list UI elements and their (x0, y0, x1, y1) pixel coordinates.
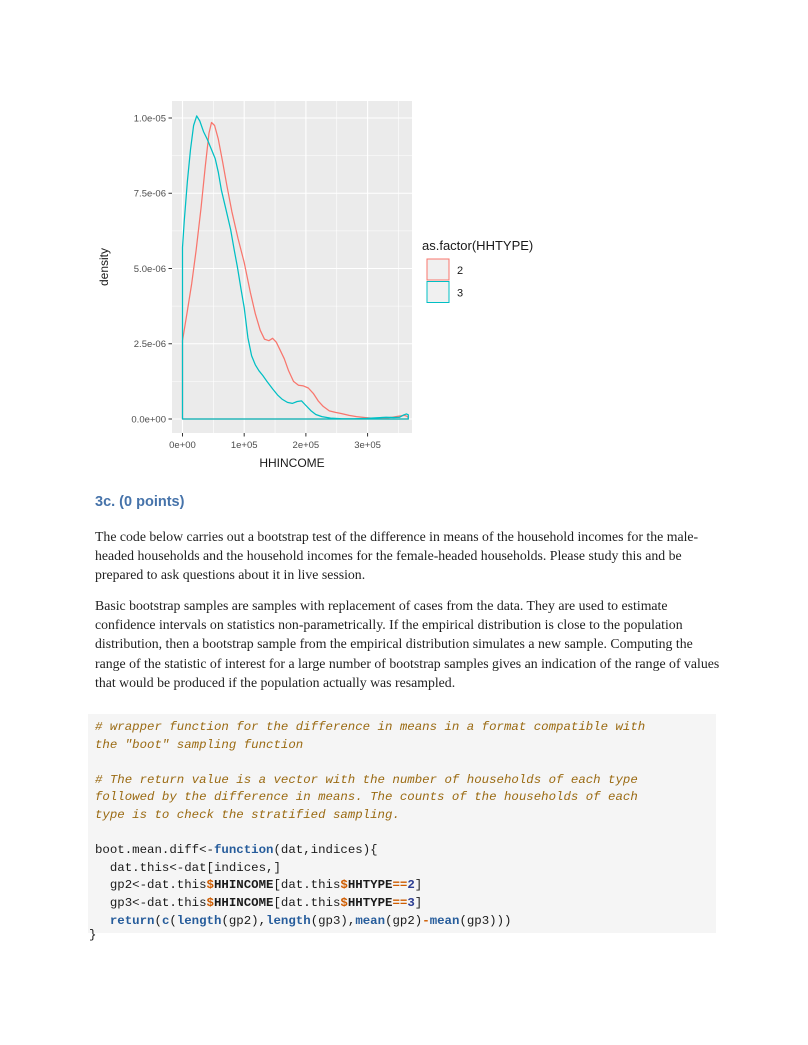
density-plot-figure (95, 97, 573, 475)
legend-key-2 (427, 259, 449, 280)
x-tick-label: 2e+05 (292, 440, 320, 451)
section-heading: 3c. (0 points) (95, 494, 185, 510)
code-closing-brace: } (89, 928, 97, 942)
code-line: # wrapper function for the difference in means in a format compatible with (95, 720, 646, 734)
code-line: boot.mean.diff<-function(dat,indices){ (95, 843, 378, 858)
x-axis-title: HHINCOME (259, 456, 325, 470)
code-line: # The return value is a vector with the number of households of each type (95, 772, 638, 787)
code-line (95, 754, 716, 772)
legend-key-3 (427, 282, 449, 303)
code-line: return(c(length(gp2),length(gp3),mean(gp2)-mean(gp3))) (109, 913, 512, 928)
y-tick-label: 2.5e-06 (133, 339, 166, 351)
code-line: followed by the difference in means. The counts of the households of each (95, 790, 638, 805)
y-tick-label: 0.0e+00 (131, 414, 166, 426)
code-line: type is to check the stratified sampling. (95, 807, 400, 822)
y-axis-title: density (97, 247, 111, 287)
code-line (95, 825, 716, 843)
r-code-block (88, 714, 716, 933)
density-plot (95, 97, 573, 475)
plot-panel (172, 101, 412, 433)
x-tick-label: 1e+05 (230, 440, 258, 451)
y-tick-label: 5.0e-06 (133, 263, 166, 275)
bootstrap-explanation-paragraph: Basic bootstrap samples are samples with replacement of cases from the data. They are used to estimate confidence intervals on statistics non-parametrically. If the empirical distribution is close to the population distribution, then a bootstrap sample from the empirical distribution simulates a new sample. Computing the range of the statistic of interest for a large number of bootstrap samples gives an indication of the range of values that would be produced if the population actually was resampled. (95, 598, 720, 690)
x-tick-label: 0e+00 (169, 440, 196, 451)
code-line: the "boot" sampling function (95, 737, 304, 752)
legend-title: as.factor(HHTYPE) (422, 238, 534, 253)
code-line: dat.this<-dat[indices,] (95, 860, 281, 875)
y-tick-label: 1.0e-05 (133, 113, 166, 125)
code-line: gp3<-dat.this$HHINCOME[dat.this$HHTYPE==3] (95, 895, 423, 910)
x-tick-label: 3e+05 (354, 440, 381, 451)
legend-label-3: 3 (457, 287, 464, 300)
legend-label-2: 2 (457, 265, 464, 277)
y-tick-label: 7.5e-06 (133, 188, 166, 200)
r-code (95, 719, 716, 930)
code-line: gp2<-dat.this$HHINCOME[dat.this$HHTYPE==2] (95, 878, 423, 893)
intro-paragraph: The code below carries out a bootstrap test of the difference in means of the household incomes for the male-headed households and the household incomes for the female-headed households. Please study this and be prepared to ask questions about it in live session. (95, 529, 699, 583)
